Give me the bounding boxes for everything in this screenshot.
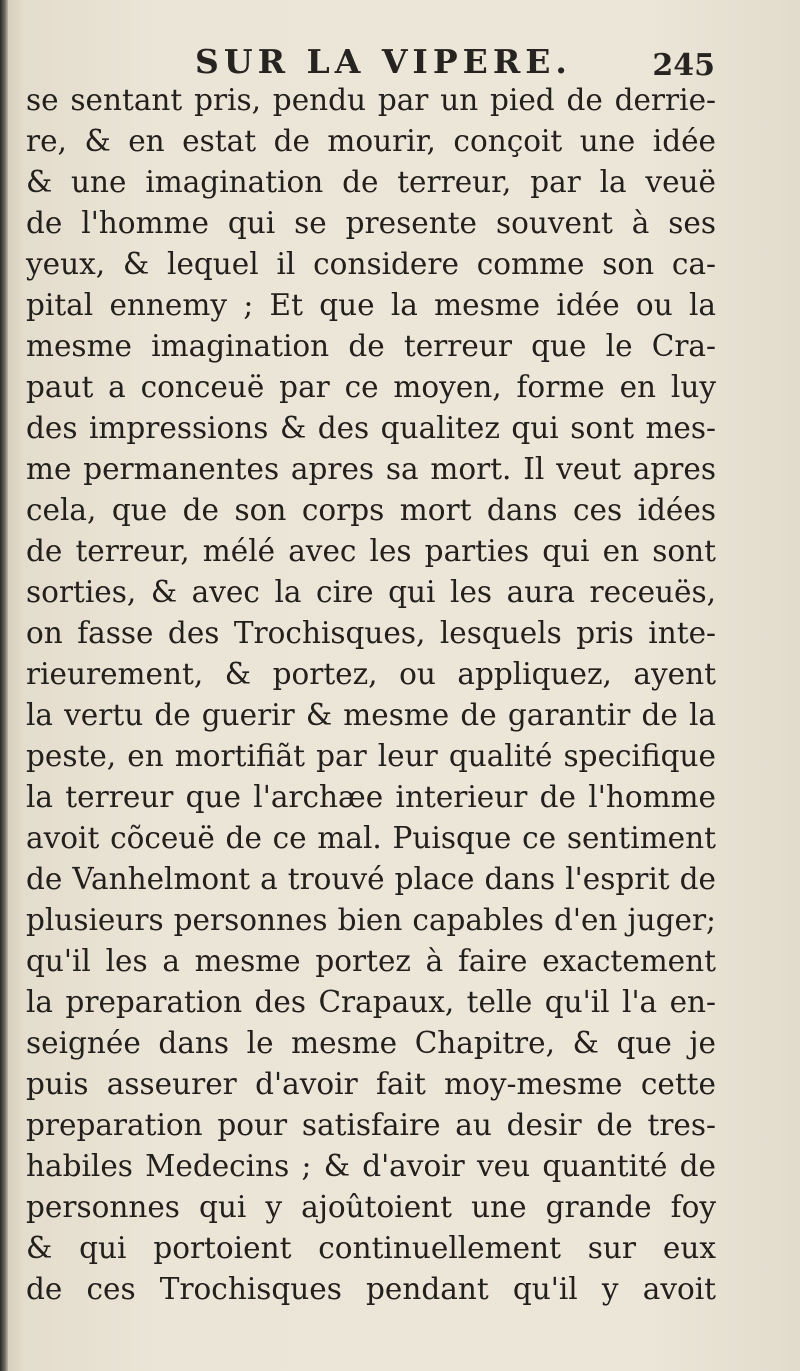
text-line: de l'homme qui se presente souvent à ses <box>26 206 716 240</box>
text-line: personnes qui y ajoûtoient une grande foy <box>26 1190 716 1224</box>
text-line: avoit cõceuë de ce mal. Puisque ce sentiment <box>26 821 716 855</box>
text-line: seignée dans le mesme Chapitre, & que je <box>26 1026 716 1060</box>
text-line: puis asseurer d'avoir fait moy-mesme cette <box>26 1067 716 1101</box>
text-line: de Vanhelmont a trouvé place dans l'esprit de <box>26 862 716 896</box>
text-line: qu'il les a mesme portez à faire exactement <box>26 944 716 978</box>
text-line: cela, que de son corps mort dans ces idées <box>26 493 716 527</box>
text-line: & une imagination de terreur, par la veuë <box>26 165 716 199</box>
text-line: sorties, & avec la cire qui les aura receuës, <box>26 575 716 609</box>
text-line: mesme imagination de terreur que le Cra- <box>26 329 716 363</box>
book-spine-shadow <box>0 0 8 1371</box>
text-line: la vertu de guerir & mesme de garantir de la <box>26 698 716 732</box>
text-line: yeux, & lequel il considere comme son ca- <box>26 247 716 281</box>
body-text <box>26 80 716 1310</box>
running-title: SUR LA VIPERE. <box>195 42 572 81</box>
text-line: se sentant pris, pendu par un pied de derrie- <box>26 83 716 117</box>
text-line: & qui portoient continuellement sur eux <box>26 1231 716 1265</box>
text-line: rieurement, & portez, ou appliquez, ayent <box>26 657 716 691</box>
text-line: peste, en mortifiãt par leur qualité specifique <box>26 739 716 773</box>
text-line: des impressions & des qualitez qui sont mes- <box>26 411 716 445</box>
text-line: la preparation des Crapaux, telle qu'il l'a en- <box>26 985 716 1019</box>
text-line: habiles Medecins ; & d'avoir veu quantité de <box>26 1149 716 1183</box>
text-line: plusieurs personnes bien capables d'en juger; <box>26 903 716 937</box>
text-line: re, & en estat de mourir, conçoit une idée <box>26 124 716 158</box>
text-line: paut a conceuë par ce moyen, forme en luy <box>26 370 716 404</box>
text-line: me permanentes apres sa mort. Il veut apres <box>26 452 716 486</box>
text-line: de terreur, mélé avec les parties qui en sont <box>26 534 716 568</box>
text-line: pital ennemy ; Et que la mesme idée ou la <box>26 288 716 322</box>
text-line: on fasse des Trochisques, lesquels pris inte- <box>26 616 716 650</box>
page-number: 245 <box>652 48 715 83</box>
text-line: de ces Trochisques pendant qu'il y avoit <box>26 1272 716 1306</box>
text-line: la terreur que l'archæe interieur de l'homme <box>26 780 716 814</box>
text-line: preparation pour satisfaire au desir de tres- <box>26 1108 716 1142</box>
